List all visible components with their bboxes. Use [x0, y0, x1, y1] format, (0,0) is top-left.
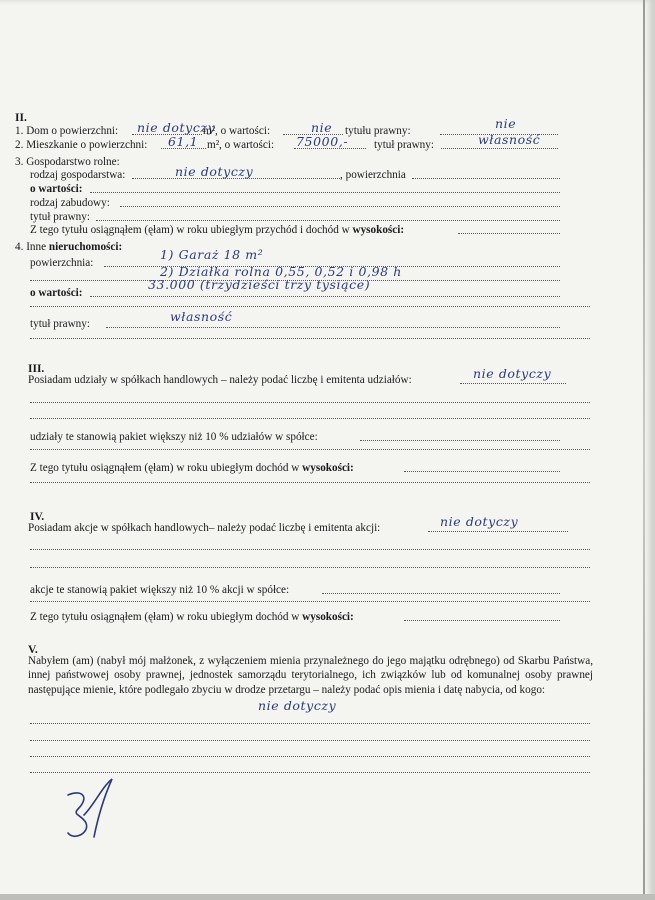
dotted-line: [30, 449, 590, 450]
dotted-line: [30, 601, 590, 602]
other-worth-value: 33.000 (trzydzieści trzy tysiące): [148, 277, 371, 292]
house-worth-value: nie: [311, 120, 333, 135]
document-page: II. 1. Dom o powierzchni: nie dotyczy m², o wartości: nie tytułu prawny: nie 2. Mieszkanie o powierzchni: 61,1 m², o wartości: 75000,- tytuł prawny: własność 3. Gospodarstwo rolne: rodzaj gospodarstwa: nie dotyczy , powierzchnia o wartości: rodzaj zabudowy: tytuł prawny: Z tego tytułu osiągnąłem (ęłam) w roku ubiegłym przychód i dochód w wysokości: 4. Inne nieruchomości: powierzchnia: 1) Garaż 18 m² 2) Działka rolna 0,55, 0,52 i 0,98 h o wartości: 33.000 (trzydzieści trzy tysiące) tytuł prawny: własność III. Posiadam udziały w spółkach handlowych – należy podać liczbę i emitenta udziałów: nie dotyczy udziały te stanowią pakiet większy niż 10 % udziałów w spółce: Z tego tytułu osiągnąłem (ęłam) w roku ubiegłym dochód w wysokości: IV. Posiadam akcje w spółkach handlowych– należy podać liczbę i emitenta akcji: nie dotyczy akcje te stanowią pakiet większy niż 10 % akcji w spółce: Z tego tytułu osiągnąłem (ęłam) w roku ubiegłym dochód w wysokości: V. Nabyłem (am) (nabył mój małżonek, z wyłączeniem mienia przynależnego do jego majątku odrębnego) od Skarbu Państwa, innej państwowej osoby prawnej, jednostek samorządu terytorialnego, ich związków lub od komunalnej osoby prawnej następujące mienie, które podlegało zbyciu w drodze przetargu – należy podać opis mienia i datę nabycia, od kogo: nie dotyczy: [0, 0, 655, 900]
flat-worth-value: 75000,-: [296, 134, 349, 149]
dotted-line: [30, 306, 590, 307]
dotted-line: [30, 338, 590, 339]
farm-type-value: nie dotyczy: [175, 164, 254, 179]
house-area-value: nie dotyczy: [137, 120, 216, 135]
house-title-value: nie: [495, 116, 517, 131]
dotted-line: [30, 482, 590, 483]
page-bottom-edge: [0, 894, 655, 900]
acquisition-value: nie dotyczy: [258, 698, 337, 713]
dotted-line: [30, 723, 590, 724]
flat-worth-label: m², o wartości:: [207, 139, 275, 151]
acquisition-paragraph: Nabyłem (am) (nabył mój małżonek, z wyłączeniem mienia przynależnego do jego majątku odrębnego) od Skarbu Państwa, innej państwowej osoby prawnej, jednostek samorządu terytorialnego, ich związków lub od komunalnej osoby prawnej następujące mienie, które podlegało zbyciu w drodze przetargu – należy podać opis mienia i datę nabycia, od kogo:: [28, 655, 593, 696]
flat-title-value: własność: [478, 132, 541, 147]
dotted-line: [30, 418, 590, 419]
other-area-value-1: 1) Garaż 18 m²: [160, 247, 264, 262]
house-worth-label: m², o wartości:: [203, 125, 271, 137]
dotted-line: [30, 772, 590, 773]
dotted-line: [30, 402, 590, 403]
other-title-value: własność: [170, 309, 233, 324]
shares-value: nie dotyczy: [473, 366, 552, 381]
other-area-value-2: 2) Działka rolna 0,55, 0,52 i 0,98 h: [160, 264, 402, 279]
stocks-value: nie dotyczy: [440, 514, 519, 529]
house-label: 1. Dom o powierzchni:: [15, 125, 119, 137]
handwritten-signature: [60, 775, 130, 845]
dotted-line: [30, 756, 590, 757]
flat-title-label: tytuł prawny:: [374, 139, 434, 151]
flat-label: 2. Mieszkanie o powierzchni:: [15, 139, 148, 151]
page-edge-shadow: [643, 0, 645, 900]
flat-area-value: 61,1: [168, 134, 199, 149]
dotted-line: [30, 740, 590, 741]
house-title-label: tytułu prawny:: [345, 125, 411, 137]
dotted-line: [30, 549, 590, 550]
dotted-line: [30, 567, 590, 568]
